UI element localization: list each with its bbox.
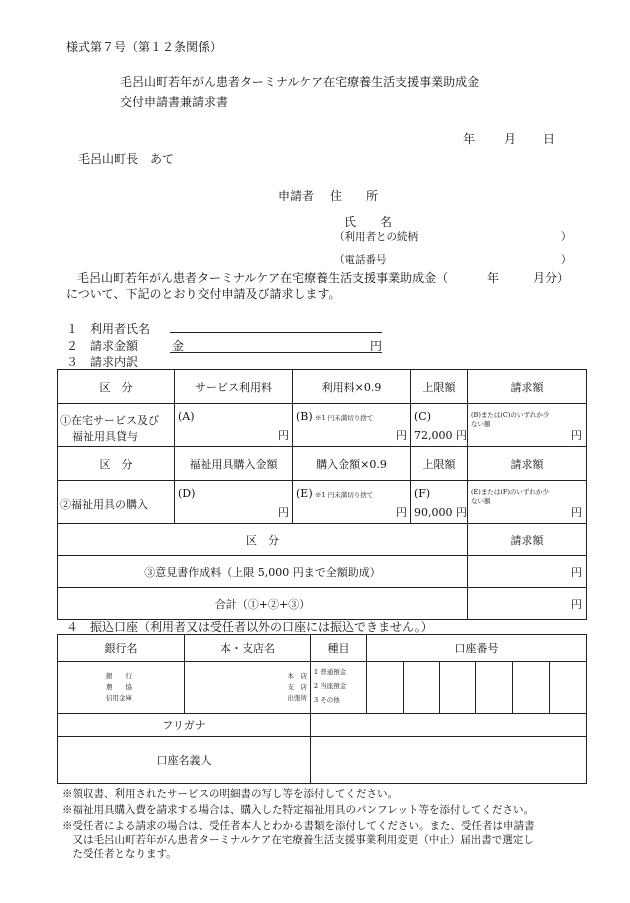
header-kubun-2: 区 分 (58, 447, 175, 481)
request-2-note-a: (E)または(F)のいずれか少 (471, 488, 549, 496)
row2-label-text: ②福祉用具の購入 (60, 498, 148, 511)
cell-d-label: (D) (178, 487, 196, 500)
account-type-header: 種目 (311, 635, 367, 662)
opinion-fee-yen: 円 (571, 565, 582, 579)
header-kubun-1: 区 分 (58, 370, 175, 404)
statement-month: 月分） (533, 271, 570, 285)
branch-type-main: 本 店 (287, 672, 307, 680)
cell-e-label: (E) (296, 487, 313, 500)
opinion-fee-label: ③意見書作成料（上限 5,000 円まで全額助成） (58, 556, 468, 588)
amount-yen: 円 (370, 339, 383, 353)
cell-e-yen: 円 (396, 506, 407, 519)
cell-a-label: (A) (178, 410, 195, 423)
branch-name-header: 本・支店名 (185, 635, 311, 662)
branch-name-cell[interactable] (185, 662, 311, 714)
cell-b-label: (B) (296, 410, 313, 423)
item-breakdown-label: ３ 請求内訳 (66, 355, 139, 369)
cell-f-label: (F) (414, 487, 431, 500)
cell-f-value: 90,000 円 (414, 506, 467, 519)
row1-label-a: ①在宅サービス及び (60, 414, 159, 427)
header-limit-1: 上限額 (411, 370, 468, 404)
note-1: ※領収書、利用されたサービスの明細書の写し等を添付してください。 (62, 788, 398, 800)
account-digit-2[interactable] (404, 662, 440, 714)
furigana-field[interactable] (311, 714, 587, 737)
row1-label-b: 福祉用具貸与 (72, 430, 138, 443)
amount-kin: 金 (172, 339, 185, 353)
cell-c (411, 404, 468, 447)
cell-c-value: 72,000 円 (414, 429, 467, 442)
cell-a-yen: 円 (278, 429, 289, 442)
header-fee-x09: 利用料×0.9 (293, 370, 411, 404)
breakdown-table (57, 369, 587, 620)
header-purchase-amount: 福祉用具購入金額 (175, 447, 293, 481)
bank-name-header: 銀行名 (58, 635, 185, 662)
applicant-relation-close: ） (561, 231, 572, 243)
cell-d[interactable] (175, 481, 293, 524)
form-title-line2: 交付申請書兼請求書 (120, 95, 229, 109)
header-purchase-x09: 購入金額×0.9 (293, 447, 411, 481)
date-day: 日 (543, 132, 556, 146)
account-digit-5[interactable] (513, 662, 550, 714)
note-4: 又は毛呂山町若年がん患者ターミナルケア在宅療養生活支援事業利用変更（中止）届出書で選定し (62, 834, 534, 846)
row1-label (58, 404, 175, 447)
cell-b-yen: 円 (396, 429, 407, 442)
header-request-2: 請求額 (468, 447, 587, 481)
cell-e[interactable] (293, 481, 411, 524)
form-title-line1: 毛呂山町若年がん患者ターミナルケア在宅療養生活支援事業助成金 (120, 75, 480, 89)
applicant-relation-open: （利用者との続柄 (334, 231, 418, 243)
item-user-name-label: １ 利用者氏名 (66, 322, 151, 336)
date-year: 年 (463, 132, 476, 146)
applicant-name-label: 氏 名 (344, 215, 393, 229)
cell-e-note: ※1 円未満切り捨て (315, 491, 374, 499)
account-type-ordinary: 1 普通預金 (314, 668, 347, 676)
branch-type-office: 出張所 (287, 694, 307, 702)
item-amount-label: ２ 請求金額 (66, 339, 139, 353)
statement-year: 年 (487, 271, 500, 285)
cell-request-1[interactable] (468, 404, 587, 447)
addressee: 毛呂山町長 あて (78, 152, 175, 166)
account-digit-3[interactable] (440, 662, 476, 714)
applicant-address-label: 住 所 (330, 189, 379, 203)
note-3: ※受任者による請求の場合は、受任者本人とわかる書類を添付してください。また、受任者は申請書 (62, 820, 535, 832)
statement-line2: について、下記のとおり交付申請及び請求します。 (66, 287, 341, 301)
bank-table (57, 634, 587, 784)
request-2-yen: 円 (571, 506, 582, 519)
account-type-other: 3 その他 (314, 696, 340, 704)
branch-type-branch: 支 店 (287, 683, 307, 691)
account-holder-field[interactable] (311, 737, 587, 784)
note-2: ※福祉用具購入費を請求する場合は、購入した特定福祉用具のパンフレット等を添付してください。 (62, 804, 534, 816)
account-digit-6[interactable] (550, 662, 587, 714)
bank-type-shinkin: 信用金庫 (106, 694, 132, 702)
statement-line1: 毛呂山町若年がん患者ターミナルケア在宅療養生活支援事業助成金（ (77, 271, 449, 285)
cell-b-note: ※1 円未満切り捨て (315, 414, 374, 422)
total-yen: 円 (571, 597, 582, 611)
account-holder-label: 口座名義人 (58, 737, 311, 784)
account-digit-1[interactable] (367, 662, 404, 714)
request-1-yen: 円 (571, 429, 582, 442)
account-type-cell[interactable] (311, 662, 367, 714)
cell-b[interactable] (293, 404, 411, 447)
bank-type-nokyo: 農 協 (106, 683, 132, 691)
request-1-note-a: (B)または(C)のいずれか少 (471, 411, 550, 419)
amount-field[interactable] (170, 350, 382, 353)
cell-request-2[interactable] (468, 481, 587, 524)
applicant-label: 申請者 (278, 189, 315, 203)
date-month: 月 (504, 132, 517, 146)
furigana-label: フリガナ (58, 714, 311, 737)
header-kubun-3: 区 分 (58, 524, 468, 556)
row2-label (58, 481, 175, 524)
user-name-field[interactable] (170, 330, 382, 333)
account-type-current: 2 当座預金 (314, 682, 347, 690)
account-digit-4[interactable] (476, 662, 513, 714)
applicant-phone-close: ） (561, 254, 572, 266)
cell-d-yen: 円 (278, 506, 289, 519)
cell-c-label: (C) (414, 410, 431, 423)
request-2-note-b: ない額 (471, 497, 491, 505)
request-1-note-b: ない額 (471, 420, 491, 428)
header-request-3: 請求額 (468, 524, 587, 556)
note-5: た受任者となります。 (62, 848, 177, 860)
form-number-label: 様式第７号（第１２条関係） (66, 40, 223, 54)
applicant-phone-open: （電話番号 (334, 254, 387, 266)
header-service-fee: サービス利用料 (175, 370, 293, 404)
header-request-1: 請求額 (468, 370, 587, 404)
total-amount[interactable] (468, 588, 587, 620)
bank-type-bank: 銀 行 (106, 672, 132, 680)
item-bank-label: ４ 振込口座（利用者又は受任者以外の口座には振込できません。） (66, 620, 433, 634)
account-number-header: 口座番号 (367, 635, 587, 662)
total-label: 合計（①+②+③） (58, 588, 468, 620)
bank-name-cell[interactable] (58, 662, 185, 714)
opinion-fee-amount[interactable] (468, 556, 587, 588)
cell-f (411, 481, 468, 524)
header-limit-2: 上限額 (411, 447, 468, 481)
cell-a[interactable] (175, 404, 293, 447)
